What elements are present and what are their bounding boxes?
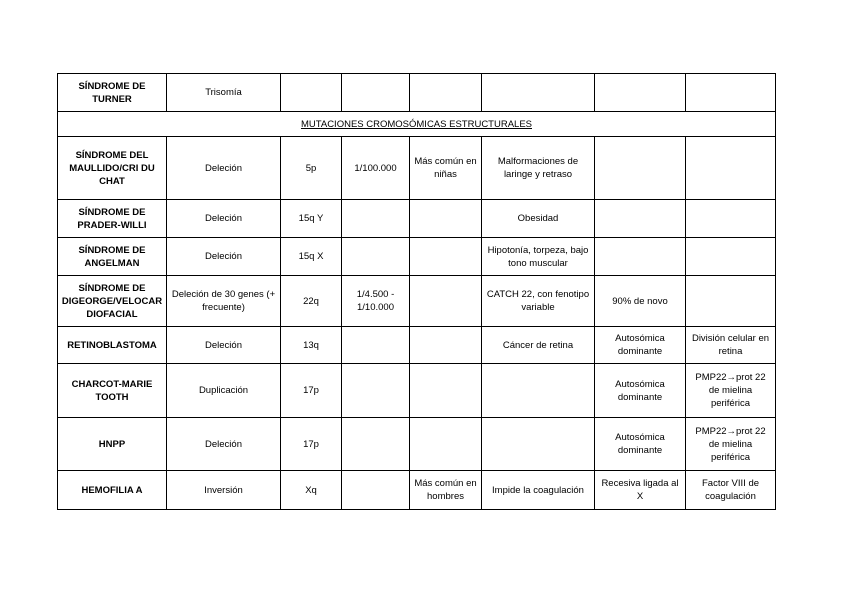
inheritance xyxy=(595,74,686,112)
mutation-type: Deleción xyxy=(167,200,281,238)
sex-prevalence xyxy=(410,238,482,276)
notes xyxy=(686,238,776,276)
chromosome-locus: 17p xyxy=(281,418,342,471)
notes: PMP22→prot 22 de mielina periférica xyxy=(686,418,776,471)
clinical-features: Obesidad xyxy=(482,200,595,238)
table-row xyxy=(58,200,776,238)
syndrome-name: SÍNDROME DE TURNER xyxy=(58,74,167,112)
notes xyxy=(686,137,776,200)
table-row xyxy=(58,418,776,471)
inheritance xyxy=(595,137,686,200)
clinical-features: Hipotonía, torpeza, bajo tono muscular xyxy=(482,238,595,276)
inheritance: 90% de novo xyxy=(595,276,686,327)
clinical-features xyxy=(482,364,595,418)
chromosome-locus xyxy=(281,74,342,112)
sex-prevalence xyxy=(410,327,482,364)
sex-prevalence xyxy=(410,418,482,471)
table-row xyxy=(58,137,776,200)
mutation-type: Trisomía xyxy=(167,74,281,112)
frequency xyxy=(342,74,410,112)
mutation-type: Duplicación xyxy=(167,364,281,418)
notes xyxy=(686,74,776,112)
syndrome-name: HEMOFILIA A xyxy=(58,471,167,510)
mutation-type: Inversión xyxy=(167,471,281,510)
clinical-features xyxy=(482,418,595,471)
syndrome-name: SÍNDROME DE ANGELMAN xyxy=(58,238,167,276)
notes: Factor VIII de coagulación xyxy=(686,471,776,510)
notes: División celular en retina xyxy=(686,327,776,364)
table-row xyxy=(58,276,776,327)
mutation-type: Deleción xyxy=(167,238,281,276)
chromosome-locus: 15q Y xyxy=(281,200,342,238)
mutation-type: Deleción xyxy=(167,418,281,471)
frequency: 1/4.500 - 1/10.000 xyxy=(342,276,410,327)
mutations-table xyxy=(57,73,776,510)
table-row xyxy=(58,327,776,364)
section-title: MUTACIONES CROMOSÓMICAS ESTRUCTURALES xyxy=(58,112,776,137)
chromosome-locus: 17p xyxy=(281,364,342,418)
frequency xyxy=(342,471,410,510)
syndrome-name: CHARCOT-MARIE TOOTH xyxy=(58,364,167,418)
inheritance: Autosómica dominante xyxy=(595,418,686,471)
mutation-type: Deleción xyxy=(167,137,281,200)
clinical-features: Impide la coagulación xyxy=(482,471,595,510)
sex-prevalence xyxy=(410,200,482,238)
frequency xyxy=(342,418,410,471)
frequency xyxy=(342,364,410,418)
inheritance: Autosómica dominante xyxy=(595,327,686,364)
clinical-features: Malformaciones de laringe y retraso xyxy=(482,137,595,200)
syndrome-name: SÍNDROME DEL MAULLIDO/CRI DU CHAT xyxy=(58,137,167,200)
table-row xyxy=(58,364,776,418)
inheritance xyxy=(595,200,686,238)
clinical-features xyxy=(482,74,595,112)
table-row xyxy=(58,238,776,276)
inheritance xyxy=(595,238,686,276)
sex-prevalence xyxy=(410,74,482,112)
clinical-features: CATCH 22, con fenotipo variable xyxy=(482,276,595,327)
chromosome-locus: Xq xyxy=(281,471,342,510)
table-row xyxy=(58,74,776,112)
syndrome-name: RETINOBLASTOMA xyxy=(58,327,167,364)
inheritance: Recesiva ligada al X xyxy=(595,471,686,510)
frequency xyxy=(342,200,410,238)
sex-prevalence: Más común en hombres xyxy=(410,471,482,510)
sex-prevalence xyxy=(410,364,482,418)
section-row xyxy=(58,112,776,137)
syndrome-name: SÍNDROME DE DIGEORGE/VELOCAR DIOFACIAL xyxy=(58,276,167,327)
frequency xyxy=(342,238,410,276)
sex-prevalence: Más común en niñas xyxy=(410,137,482,200)
notes xyxy=(686,276,776,327)
notes xyxy=(686,200,776,238)
sex-prevalence xyxy=(410,276,482,327)
inheritance: Autosómica dominante xyxy=(595,364,686,418)
frequency xyxy=(342,327,410,364)
frequency: 1/100.000 xyxy=(342,137,410,200)
notes: PMP22→prot 22 de mielina periférica xyxy=(686,364,776,418)
mutation-type: Deleción xyxy=(167,327,281,364)
clinical-features: Cáncer de retina xyxy=(482,327,595,364)
table-row xyxy=(58,471,776,510)
syndrome-name: HNPP xyxy=(58,418,167,471)
mutation-type: Deleción de 30 genes (+ frecuente) xyxy=(167,276,281,327)
chromosome-locus: 5p xyxy=(281,137,342,200)
syndrome-name: SÍNDROME DE PRADER-WILLI xyxy=(58,200,167,238)
chromosome-locus: 13q xyxy=(281,327,342,364)
chromosome-locus: 15q X xyxy=(281,238,342,276)
chromosome-locus: 22q xyxy=(281,276,342,327)
